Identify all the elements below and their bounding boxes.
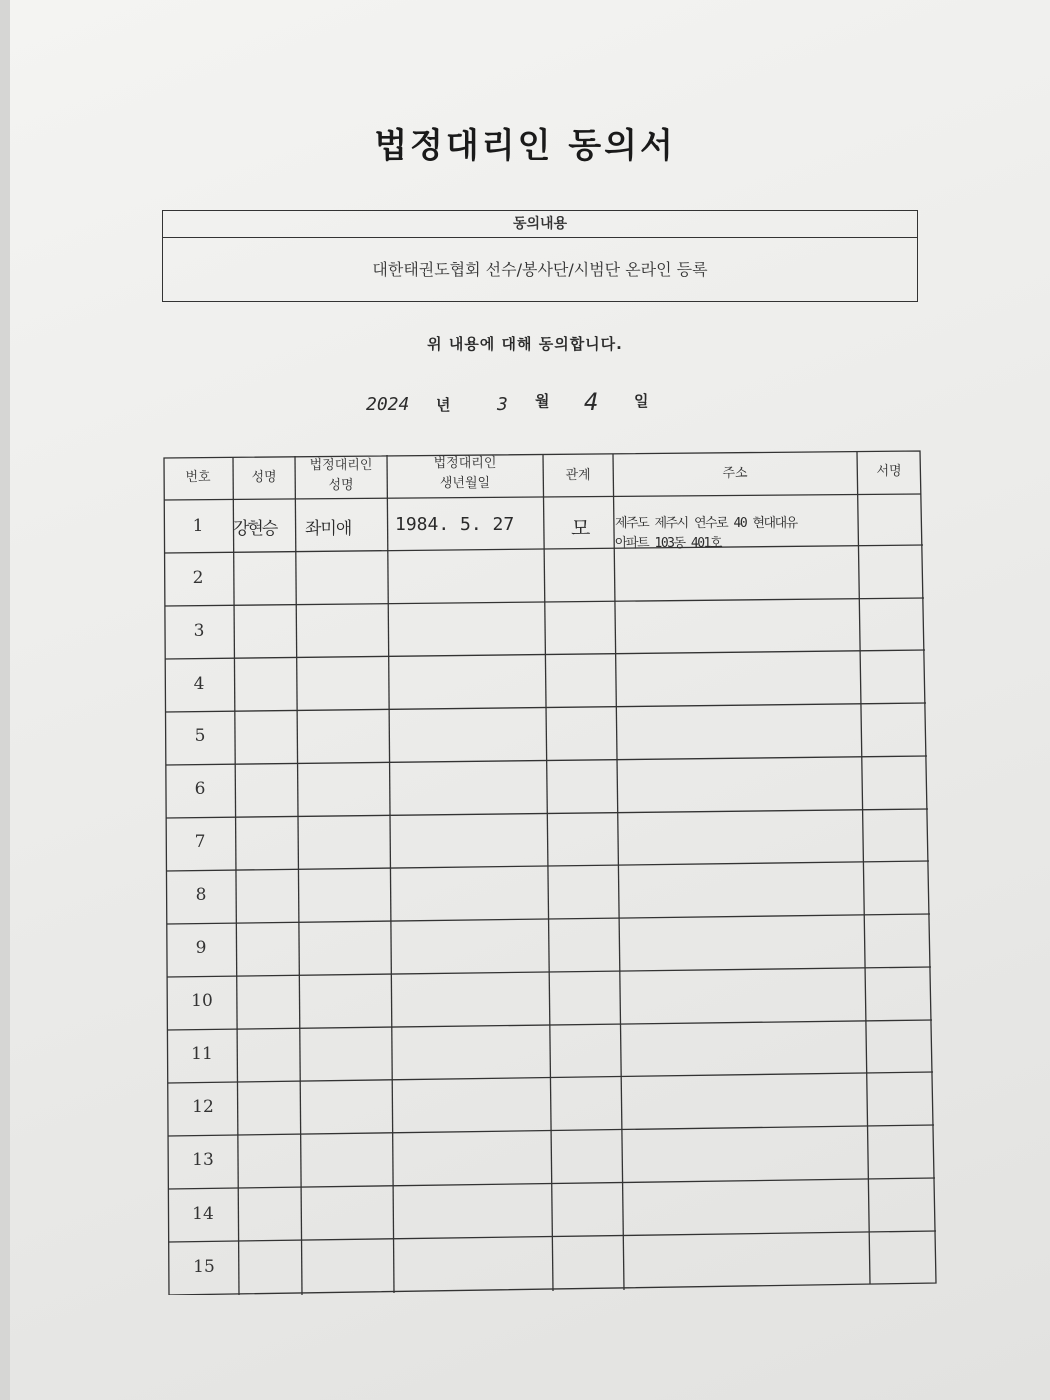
row1-address-line2: 아파트 103동 401호 bbox=[615, 536, 721, 551]
row-number: 12 bbox=[192, 1097, 214, 1117]
header-guardian-name-line2: 성명 bbox=[328, 478, 354, 493]
document-title: 법정대리인 동의서 bbox=[374, 126, 676, 166]
row-number: 2 bbox=[192, 568, 204, 588]
row-number: 15 bbox=[193, 1257, 215, 1277]
row-number: 14 bbox=[192, 1204, 214, 1224]
row1-guardian-birth: 1984. 5. 27 bbox=[395, 514, 515, 535]
row-number: 13 bbox=[192, 1150, 214, 1170]
date-month: 3 bbox=[497, 394, 508, 415]
row-number: 3 bbox=[193, 621, 205, 641]
header-name: 성명 bbox=[251, 470, 277, 485]
date-row bbox=[0, 384, 1050, 424]
row-number: 9 bbox=[195, 938, 207, 958]
table-gridlines bbox=[163, 450, 938, 1295]
header-address: 주소 bbox=[722, 466, 748, 481]
header-guardian-birth-line2: 생년월일 bbox=[439, 476, 491, 491]
row1-name: 강현승 bbox=[233, 519, 277, 539]
row-number: 8 bbox=[195, 885, 207, 905]
row-number: 1 bbox=[192, 516, 204, 536]
row-number: 10 bbox=[191, 991, 213, 1011]
header-guardian-name-line1: 법정대리인 bbox=[309, 458, 373, 473]
row-number: 4 bbox=[193, 674, 205, 694]
header-guardian-name bbox=[295, 456, 387, 496]
agree-text: 위 내용에 대해 동의합니다. bbox=[427, 335, 623, 353]
consent-box bbox=[162, 210, 918, 302]
date-year-label: 년 bbox=[436, 396, 451, 414]
date-year: 2024 bbox=[366, 394, 410, 415]
row1-address-line1: 제주도 제주시 연수로 40 현대대유 bbox=[615, 516, 797, 531]
row-number: 5 bbox=[194, 726, 206, 746]
row-number: 7 bbox=[194, 832, 206, 852]
header-guardian-birth bbox=[387, 454, 543, 494]
consent-header: 동의내용 bbox=[163, 211, 917, 238]
header-guardian-birth-line1: 법정대리인 bbox=[433, 456, 497, 471]
date-day: 4 bbox=[584, 388, 599, 416]
row-number: 11 bbox=[191, 1044, 213, 1064]
guardian-table bbox=[163, 450, 938, 1295]
row1-guardian-name: 좌미애 bbox=[305, 519, 352, 539]
date-day-label: 일 bbox=[634, 392, 649, 410]
header-relation: 관계 bbox=[565, 468, 591, 483]
header-no: 번호 bbox=[185, 470, 211, 485]
row1-relation: 모 bbox=[571, 516, 591, 540]
header-signature: 서명 bbox=[876, 464, 902, 479]
consent-text: 대한태권도협회 선수/봉사단/시범단 온라인 등록 bbox=[372, 260, 708, 279]
row-number: 6 bbox=[194, 779, 206, 799]
date-month-label: 월 bbox=[535, 392, 550, 410]
